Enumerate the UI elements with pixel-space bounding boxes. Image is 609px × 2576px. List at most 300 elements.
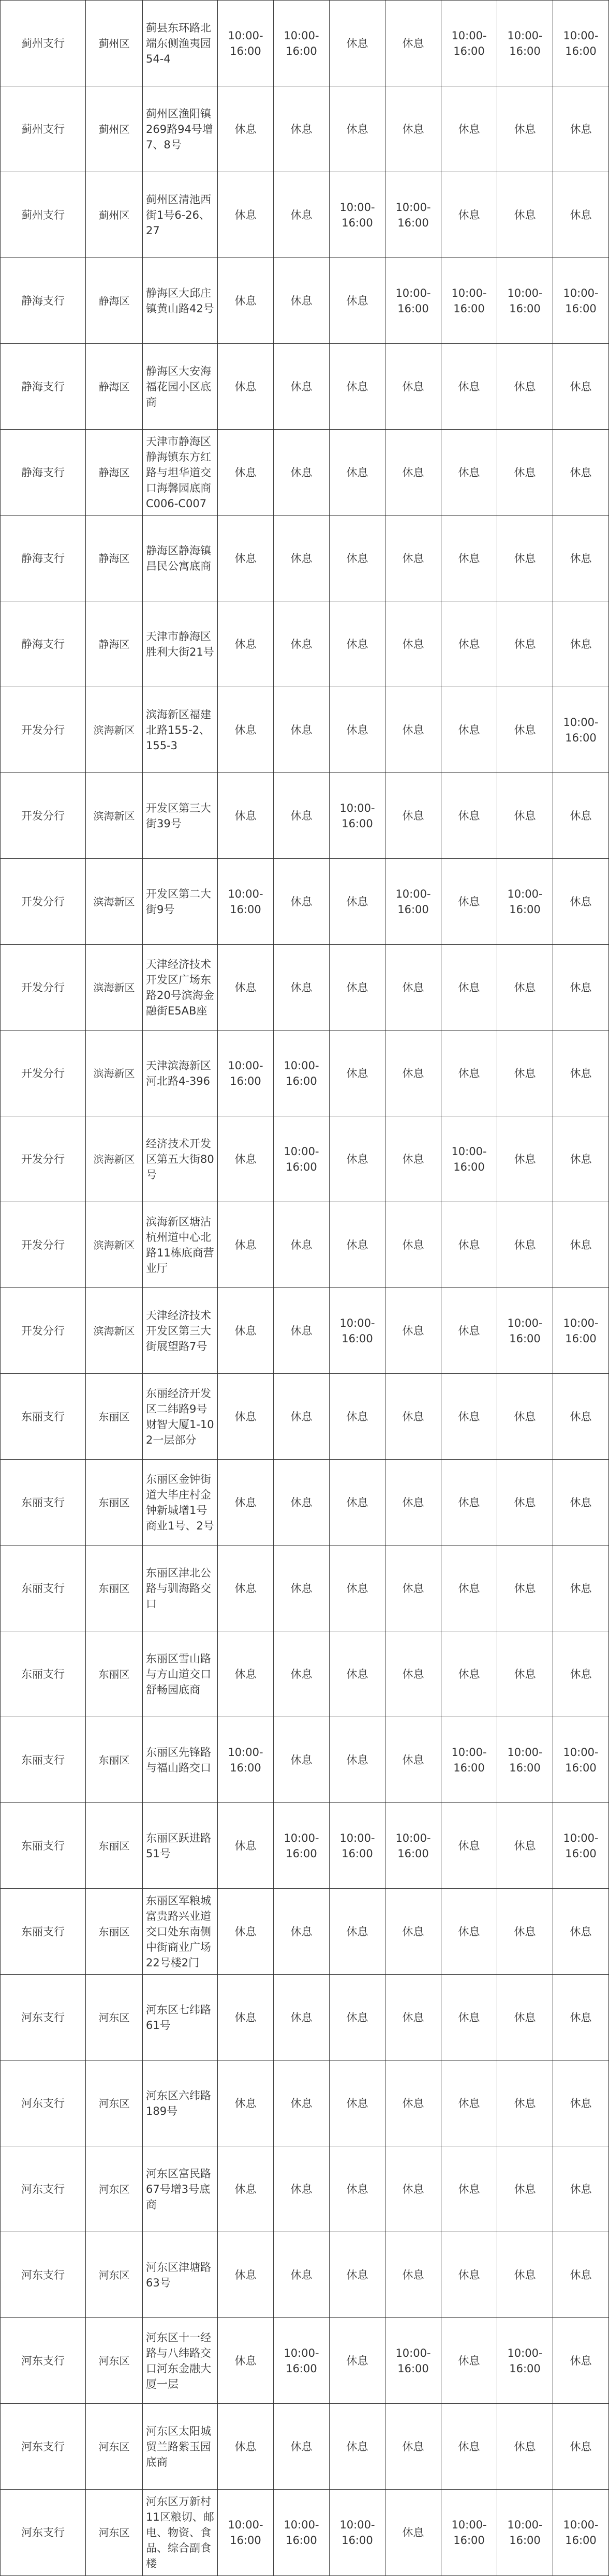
branch-cell: 东丽支行 [1, 1889, 86, 1975]
district-cell: 河东区 [86, 2146, 143, 2232]
district-cell: 东丽区 [86, 1374, 143, 1460]
district-cell: 静海区 [86, 258, 143, 344]
hours-cell: 10:00-16:00 [218, 859, 274, 945]
hours-cell: 休息 [441, 172, 497, 258]
hours-cell: 休息 [553, 1631, 609, 1717]
hours-cell: 休息 [274, 1975, 330, 2060]
hours-cell: 休息 [385, 773, 441, 859]
table-row [1, 945, 609, 1031]
hours-cell: 休息 [330, 1202, 385, 1288]
hours-cell: 休息 [497, 344, 553, 430]
hours-cell: 休息 [553, 2232, 609, 2318]
hours-cell: 休息 [385, 2232, 441, 2318]
hours-cell: 休息 [274, 344, 330, 430]
hours-cell: 休息 [553, 945, 609, 1031]
hours-cell: 休息 [218, 1288, 274, 1374]
hours-cell: 休息 [274, 601, 330, 687]
hours-cell: 休息 [441, 2318, 497, 2404]
hours-cell: 休息 [330, 2146, 385, 2232]
hours-cell: 休息 [218, 258, 274, 344]
hours-cell: 休息 [218, 601, 274, 687]
table-row [1, 86, 609, 172]
hours-cell: 休息 [497, 1031, 553, 1116]
hours-cell: 10:00-16:00 [497, 2318, 553, 2404]
district-cell: 东丽区 [86, 1889, 143, 1975]
hours-cell: 10:00-16:00 [497, 1, 553, 86]
district-cell: 滨海新区 [86, 773, 143, 859]
address-cell: 东丽经济开发区二纬路9号财智大厦1-102一层部分 [143, 1374, 218, 1460]
hours-cell: 10:00-16:00 [274, 1803, 330, 1889]
branch-cell: 开发分行 [1, 859, 86, 945]
hours-cell: 休息 [330, 1031, 385, 1116]
hours-cell: 休息 [274, 1202, 330, 1288]
hours-cell: 10:00-16:00 [497, 859, 553, 945]
hours-cell: 休息 [330, 1717, 385, 1803]
hours-cell: 休息 [218, 344, 274, 430]
hours-cell: 休息 [553, 344, 609, 430]
hours-cell: 休息 [218, 1545, 274, 1631]
hours-cell: 休息 [330, 516, 385, 601]
hours-cell: 休息 [330, 430, 385, 516]
hours-cell: 休息 [330, 1, 385, 86]
table-row [1, 1288, 609, 1374]
hours-cell: 10:00-16:00 [218, 1031, 274, 1116]
hours-cell: 休息 [385, 1975, 441, 2060]
hours-cell: 休息 [553, 1116, 609, 1202]
hours-cell: 休息 [385, 1031, 441, 1116]
hours-cell: 休息 [274, 1374, 330, 1460]
address-cell: 滨海新区塘沽杭州道中心北路11栋底商营业厅 [143, 1202, 218, 1288]
address-cell: 东丽区先锋路与福山路交口 [143, 1717, 218, 1803]
address-cell: 开发区第三大街39号 [143, 773, 218, 859]
hours-cell: 休息 [274, 1288, 330, 1374]
hours-cell: 10:00-16:00 [330, 172, 385, 258]
hours-cell: 休息 [330, 945, 385, 1031]
hours-cell: 休息 [330, 1631, 385, 1717]
hours-cell: 休息 [385, 1374, 441, 1460]
hours-cell: 休息 [497, 601, 553, 687]
hours-cell: 休息 [441, 687, 497, 773]
hours-cell: 休息 [497, 2404, 553, 2490]
branch-cell: 静海支行 [1, 601, 86, 687]
hours-cell: 休息 [274, 945, 330, 1031]
hours-cell: 10:00-16:00 [385, 172, 441, 258]
branch-cell: 开发分行 [1, 773, 86, 859]
hours-cell: 休息 [553, 1889, 609, 1975]
branch-cell: 河东支行 [1, 2404, 86, 2490]
hours-cell: 10:00-16:00 [553, 1717, 609, 1803]
hours-cell: 休息 [218, 2146, 274, 2232]
hours-cell: 休息 [274, 1460, 330, 1545]
hours-cell: 休息 [385, 1, 441, 86]
hours-cell: 10:00-16:00 [274, 1116, 330, 1202]
hours-cell: 休息 [385, 516, 441, 601]
hours-cell: 10:00-16:00 [385, 258, 441, 344]
hours-cell: 休息 [497, 2060, 553, 2146]
hours-cell: 休息 [441, 1975, 497, 2060]
district-cell: 滨海新区 [86, 687, 143, 773]
hours-cell: 休息 [274, 86, 330, 172]
hours-cell: 休息 [274, 687, 330, 773]
district-cell: 蓟州区 [86, 172, 143, 258]
district-cell: 静海区 [86, 601, 143, 687]
hours-cell: 休息 [553, 1202, 609, 1288]
hours-cell: 休息 [553, 859, 609, 945]
hours-cell: 休息 [497, 1803, 553, 1889]
hours-cell: 休息 [330, 2318, 385, 2404]
hours-cell: 休息 [385, 2146, 441, 2232]
table-row [1, 172, 609, 258]
hours-cell: 10:00-16:00 [553, 1288, 609, 1374]
hours-cell: 休息 [330, 1116, 385, 1202]
hours-cell: 休息 [497, 86, 553, 172]
hours-cell: 休息 [385, 86, 441, 172]
table-row [1, 2060, 609, 2146]
address-cell: 河东区富民路67号增3号底商 [143, 2146, 218, 2232]
hours-cell: 休息 [330, 601, 385, 687]
hours-cell: 休息 [218, 1460, 274, 1545]
hours-cell: 休息 [274, 1717, 330, 1803]
branch-cell: 河东支行 [1, 2318, 86, 2404]
hours-cell: 休息 [274, 516, 330, 601]
table-row [1, 2318, 609, 2404]
hours-cell: 休息 [553, 1460, 609, 1545]
hours-cell: 休息 [497, 1374, 553, 1460]
hours-cell: 休息 [274, 773, 330, 859]
district-cell: 滨海新区 [86, 1202, 143, 1288]
hours-cell: 休息 [441, 1202, 497, 1288]
table-row [1, 1889, 609, 1975]
hours-cell: 休息 [553, 2318, 609, 2404]
hours-cell: 休息 [385, 2060, 441, 2146]
address-cell: 东丽区军粮城富贵路兴业道交口处东南侧中街商业广场22号楼2门 [143, 1889, 218, 1975]
branch-cell: 河东支行 [1, 1975, 86, 2060]
hours-cell: 休息 [441, 1374, 497, 1460]
hours-cell: 休息 [330, 687, 385, 773]
address-cell: 天津市静海区胜利大街21号 [143, 601, 218, 687]
hours-cell: 休息 [441, 1803, 497, 1889]
branch-cell: 河东支行 [1, 2146, 86, 2232]
table-row [1, 344, 609, 430]
hours-cell: 休息 [553, 1374, 609, 1460]
district-cell: 河东区 [86, 2404, 143, 2490]
address-cell: 蓟州区渔阳镇269路94号增7、8号 [143, 86, 218, 172]
hours-cell: 休息 [218, 430, 274, 516]
hours-cell: 10:00-16:00 [497, 1717, 553, 1803]
hours-cell: 休息 [441, 1460, 497, 1545]
hours-cell: 10:00-16:00 [274, 1, 330, 86]
table-row [1, 430, 609, 516]
hours-cell: 10:00-16:00 [330, 773, 385, 859]
hours-cell: 10:00-16:00 [553, 1803, 609, 1889]
hours-cell: 休息 [553, 172, 609, 258]
hours-cell: 休息 [441, 1631, 497, 1717]
table-row [1, 1975, 609, 2060]
hours-cell: 10:00-16:00 [385, 859, 441, 945]
hours-cell: 休息 [441, 86, 497, 172]
hours-cell: 休息 [441, 516, 497, 601]
hours-cell: 休息 [497, 172, 553, 258]
table-row [1, 2490, 609, 2576]
district-cell: 滨海新区 [86, 945, 143, 1031]
hours-cell: 休息 [553, 430, 609, 516]
address-cell: 河东区七纬路61号 [143, 1975, 218, 2060]
branch-cell: 开发分行 [1, 687, 86, 773]
district-cell: 东丽区 [86, 1631, 143, 1717]
table-body [1, 1, 609, 2576]
address-cell: 河东区十一经路与八纬路交口河东金融大厦一层 [143, 2318, 218, 2404]
hours-cell: 休息 [330, 1460, 385, 1545]
hours-cell: 休息 [385, 1202, 441, 1288]
hours-cell: 休息 [553, 601, 609, 687]
hours-cell: 10:00-16:00 [385, 2318, 441, 2404]
hours-cell: 休息 [218, 1202, 274, 1288]
branch-cell: 东丽支行 [1, 1545, 86, 1631]
hours-cell: 10:00-16:00 [274, 2490, 330, 2576]
hours-cell: 休息 [441, 2060, 497, 2146]
hours-cell: 休息 [385, 601, 441, 687]
hours-cell: 休息 [553, 773, 609, 859]
hours-cell: 10:00-16:00 [553, 1, 609, 86]
hours-cell: 10:00-16:00 [330, 1288, 385, 1374]
hours-cell: 休息 [385, 1288, 441, 1374]
address-cell: 蓟州区清池西街1号6-26、27 [143, 172, 218, 258]
address-cell: 静海区静海镇昌民公寓底商 [143, 516, 218, 601]
hours-cell: 休息 [385, 344, 441, 430]
district-cell: 东丽区 [86, 1803, 143, 1889]
address-cell: 经济技术开发区第五大街80号 [143, 1116, 218, 1202]
table-row [1, 1202, 609, 1288]
branch-cell: 河东支行 [1, 2060, 86, 2146]
hours-cell: 10:00-16:00 [553, 2490, 609, 2576]
table-row [1, 687, 609, 773]
district-cell: 河东区 [86, 1975, 143, 2060]
hours-cell: 休息 [218, 1631, 274, 1717]
table-row [1, 773, 609, 859]
district-cell: 滨海新区 [86, 1031, 143, 1116]
hours-cell: 休息 [218, 773, 274, 859]
address-cell: 静海区大邱庄镇黄山路42号 [143, 258, 218, 344]
branch-cell: 河东支行 [1, 2490, 86, 2576]
hours-cell: 休息 [385, 430, 441, 516]
hours-cell: 休息 [218, 172, 274, 258]
table-row [1, 2404, 609, 2490]
hours-cell: 休息 [497, 1631, 553, 1717]
table-row [1, 1031, 609, 1116]
branch-cell: 静海支行 [1, 516, 86, 601]
hours-cell: 10:00-16:00 [441, 1116, 497, 1202]
district-cell: 蓟州区 [86, 1, 143, 86]
table-row [1, 601, 609, 687]
hours-cell: 休息 [274, 2146, 330, 2232]
hours-cell: 休息 [385, 1631, 441, 1717]
hours-cell: 休息 [274, 859, 330, 945]
table-row [1, 1717, 609, 1803]
hours-cell: 休息 [218, 86, 274, 172]
district-cell: 静海区 [86, 430, 143, 516]
hours-cell: 休息 [497, 2232, 553, 2318]
district-cell: 静海区 [86, 516, 143, 601]
table-row [1, 1116, 609, 1202]
district-cell: 滨海新区 [86, 1288, 143, 1374]
hours-cell: 休息 [441, 1031, 497, 1116]
hours-cell: 休息 [274, 1545, 330, 1631]
branch-cell: 开发分行 [1, 1116, 86, 1202]
hours-cell: 休息 [274, 1889, 330, 1975]
hours-cell: 休息 [218, 2232, 274, 2318]
hours-cell: 休息 [497, 773, 553, 859]
district-cell: 河东区 [86, 2490, 143, 2576]
table-row [1, 1545, 609, 1631]
table-row [1, 258, 609, 344]
hours-cell: 10:00-16:00 [218, 1, 274, 86]
hours-cell: 休息 [497, 430, 553, 516]
address-cell: 东丽区金钟街道大毕庄村金钟新城增1号商业1号、2号 [143, 1460, 218, 1545]
table-row [1, 1803, 609, 1889]
hours-cell: 10:00-16:00 [441, 2490, 497, 2576]
table-row [1, 2232, 609, 2318]
branch-cell: 蓟州支行 [1, 172, 86, 258]
hours-cell: 休息 [441, 344, 497, 430]
hours-cell: 休息 [218, 2404, 274, 2490]
hours-cell: 休息 [553, 1031, 609, 1116]
hours-cell: 休息 [330, 2060, 385, 2146]
hours-cell: 休息 [218, 2060, 274, 2146]
hours-cell: 休息 [218, 516, 274, 601]
district-cell: 东丽区 [86, 1460, 143, 1545]
table-row [1, 516, 609, 601]
district-cell: 东丽区 [86, 1545, 143, 1631]
hours-cell: 休息 [385, 1889, 441, 1975]
branch-cell: 东丽支行 [1, 1631, 86, 1717]
hours-cell: 休息 [553, 1545, 609, 1631]
hours-cell: 休息 [330, 2232, 385, 2318]
address-cell: 天津经济技术开发区广场东路20号滨海金融街E5AB座 [143, 945, 218, 1031]
hours-cell: 休息 [441, 859, 497, 945]
address-cell: 天津经济技术开发区第三大街展望路7号 [143, 1288, 218, 1374]
hours-cell: 休息 [385, 1460, 441, 1545]
address-cell: 滨海新区福建北路155-2、155-3 [143, 687, 218, 773]
hours-cell: 10:00-16:00 [385, 1803, 441, 1889]
branch-cell: 开发分行 [1, 1202, 86, 1288]
hours-cell: 休息 [497, 1460, 553, 1545]
hours-cell: 休息 [330, 86, 385, 172]
hours-cell: 休息 [553, 1975, 609, 2060]
hours-cell: 休息 [441, 1889, 497, 1975]
address-cell: 蓟县东环路北端东侧渔夷园54-4 [143, 1, 218, 86]
address-cell: 天津市静海区静海镇东方红路与坦华道交口海馨园底商C006-C007 [143, 430, 218, 516]
hours-cell: 休息 [330, 258, 385, 344]
hours-cell: 10:00-16:00 [218, 2490, 274, 2576]
hours-cell: 休息 [497, 945, 553, 1031]
branch-cell: 开发分行 [1, 1031, 86, 1116]
address-cell: 河东区太阳城贸兰路紫玉园底商 [143, 2404, 218, 2490]
hours-cell: 休息 [385, 687, 441, 773]
hours-cell: 休息 [497, 1116, 553, 1202]
hours-cell: 休息 [441, 773, 497, 859]
hours-cell: 休息 [553, 2060, 609, 2146]
hours-cell: 休息 [441, 2146, 497, 2232]
hours-cell: 休息 [330, 1545, 385, 1631]
hours-cell: 休息 [330, 1374, 385, 1460]
hours-cell: 休息 [274, 172, 330, 258]
hours-cell: 休息 [274, 1631, 330, 1717]
district-cell: 滨海新区 [86, 1116, 143, 1202]
hours-cell: 10:00-16:00 [330, 2490, 385, 2576]
hours-cell: 10:00-16:00 [441, 1, 497, 86]
address-cell: 静海区大安海福花园小区底商 [143, 344, 218, 430]
hours-cell: 休息 [441, 430, 497, 516]
hours-cell: 10:00-16:00 [218, 1717, 274, 1803]
hours-cell: 休息 [274, 2404, 330, 2490]
address-cell: 河东区津塘路63号 [143, 2232, 218, 2318]
branch-cell: 东丽支行 [1, 1803, 86, 1889]
table-row [1, 1631, 609, 1717]
table-row [1, 1, 609, 86]
hours-cell: 10:00-16:00 [441, 1717, 497, 1803]
table-row [1, 1374, 609, 1460]
hours-cell: 休息 [274, 2232, 330, 2318]
hours-cell: 10:00-16:00 [441, 258, 497, 344]
hours-cell: 休息 [385, 2490, 441, 2576]
district-cell: 蓟州区 [86, 86, 143, 172]
hours-cell: 休息 [330, 859, 385, 945]
hours-cell: 休息 [441, 2232, 497, 2318]
hours-cell: 休息 [218, 2318, 274, 2404]
hours-cell: 休息 [218, 1116, 274, 1202]
hours-cell: 10:00-16:00 [274, 2318, 330, 2404]
address-cell: 河东区六纬路189号 [143, 2060, 218, 2146]
hours-cell: 休息 [497, 687, 553, 773]
branch-cell: 静海支行 [1, 430, 86, 516]
address-cell: 开发区第二大街9号 [143, 859, 218, 945]
table-row [1, 2146, 609, 2232]
hours-cell: 10:00-16:00 [497, 1288, 553, 1374]
hours-cell: 休息 [385, 1545, 441, 1631]
hours-cell: 休息 [385, 2404, 441, 2490]
hours-cell: 休息 [218, 1889, 274, 1975]
hours-cell: 休息 [385, 1717, 441, 1803]
hours-cell: 休息 [330, 1975, 385, 2060]
hours-cell: 休息 [218, 1803, 274, 1889]
hours-cell: 休息 [553, 516, 609, 601]
hours-cell: 10:00-16:00 [553, 687, 609, 773]
branch-cell: 河东支行 [1, 2232, 86, 2318]
hours-cell: 休息 [385, 1116, 441, 1202]
district-cell: 东丽区 [86, 1717, 143, 1803]
address-cell: 天津滨海新区河北路4-396 [143, 1031, 218, 1116]
hours-cell: 10:00-16:00 [274, 1031, 330, 1116]
hours-cell: 休息 [218, 945, 274, 1031]
hours-cell: 休息 [330, 344, 385, 430]
branch-cell: 东丽支行 [1, 1460, 86, 1545]
hours-cell: 休息 [441, 945, 497, 1031]
hours-cell: 休息 [553, 2404, 609, 2490]
hours-cell: 休息 [497, 516, 553, 601]
branch-cell: 开发分行 [1, 945, 86, 1031]
address-cell: 东丽区雪山路与方山道交口舒畅园底商 [143, 1631, 218, 1717]
hours-cell: 10:00-16:00 [497, 2490, 553, 2576]
hours-cell: 10:00-16:00 [330, 1803, 385, 1889]
hours-cell: 休息 [497, 1889, 553, 1975]
hours-cell: 休息 [385, 945, 441, 1031]
branch-cell: 蓟州支行 [1, 1, 86, 86]
hours-cell: 休息 [497, 2146, 553, 2232]
table-row [1, 1460, 609, 1545]
hours-cell: 休息 [441, 601, 497, 687]
branch-cell: 开发分行 [1, 1288, 86, 1374]
district-cell: 滨海新区 [86, 859, 143, 945]
